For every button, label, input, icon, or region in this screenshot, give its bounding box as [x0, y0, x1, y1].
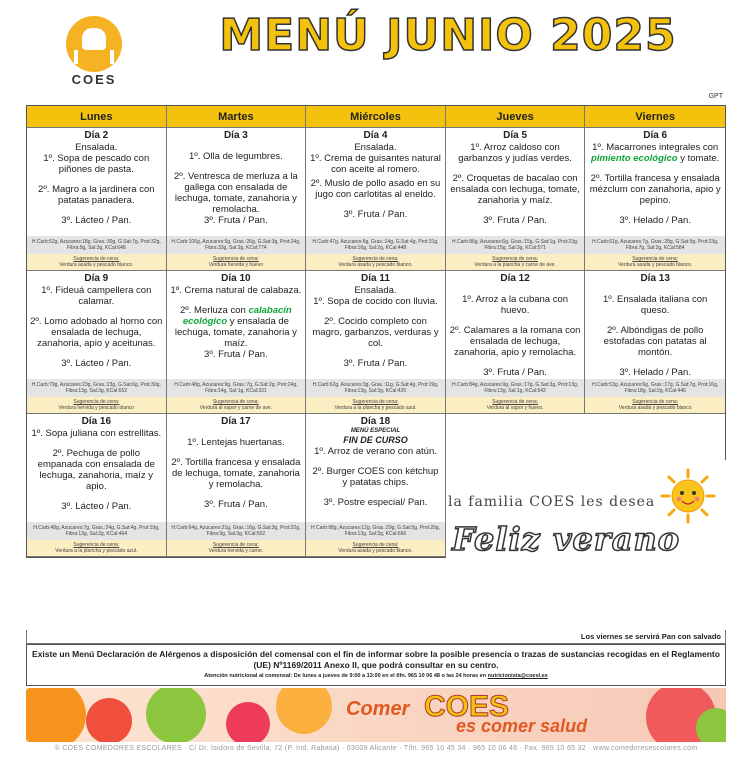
dinner-suggestion: Sugerencia de cena: Verdura asada y pescado blanco. [27, 254, 166, 270]
dinner-suggestion: Sugerencia de cena: Verdura hervida y carne. [167, 540, 306, 556]
nutritionist-email-link[interactable]: nutricionista@coesl.es [487, 673, 548, 679]
menu-line: 1º. Fideuá campellera con calamar. [41, 285, 152, 307]
chef-hat-icon [82, 28, 106, 50]
dinner-suggestion: Sugerencia de cena: Verdura a la plancha y pescado azul. [27, 540, 166, 556]
menu-line: 2º. Croquetas de bacalao con ensalada con lechuga, tomate, zanahoria y maíz. [450, 173, 580, 206]
menu-line: 3º. Fruta / Pan. [343, 209, 408, 220]
nutrition-info: H.Carb:64g, Azucares:21g, Gras.:16g, G.Sat:3g, Prot:22g, Fibra:9g, Sal:3g, KCal:502 [167, 522, 306, 540]
menu-line: 1º. Arroz caldoso con garbanzos y judías verdes. [458, 142, 572, 164]
weekday-header: Lunes [27, 106, 167, 128]
week-row [27, 128, 725, 271]
nutrition-info: H.Carb:48g, Azucares:7g, Gras.:24g, G.Sat:4g, Prot:19g, Fibra:13g, Sal:2g, KCal:464 [27, 522, 166, 540]
day-cell [167, 414, 307, 557]
menu-line: 2º. Tortilla francesa y ensalada mézclum con zanahoria, apio y pepino. [589, 173, 721, 206]
sun-icon [660, 468, 716, 524]
nutrition-info: H.Carb:84g, Azucares:9g, Gras.:17g, G.Sat:3g, Prot:13g, Fibra:13g, Sal:1g, KCal:543 [446, 379, 585, 397]
farewell-line-2: Feliz verano [452, 520, 681, 558]
friday-note: Los viernes se servirá Pan con salvado [26, 630, 726, 644]
day-cell [306, 414, 446, 557]
nutrition-info: H.Carb:86g, Azucares:6g, Gras.:15g, G.Sat:1g, Prot:23g, Fibra:15g, Sal:3g, KCal:571 [446, 236, 585, 254]
menu-line: 2º. Merluza con calabacín ecológico y ensalada de lechuga, tomate, zanahoria y maíz. [174, 305, 297, 349]
banner-brand: COES [424, 690, 510, 723]
dinner-suggestion: Sugerencia de cena: Verdura asada y pescado blanco [585, 397, 725, 413]
nutrition-info: H.Carb:62g, Azucares:3g, Gras.:11g, G.Sat:4g, Prot:19g, Fibra:13g, Sal:3g, KCal:420 [306, 379, 445, 397]
gpt-label: GPT [708, 93, 723, 100]
allergen-text: Existe un Menú Declaración de Alérgenos a disposición del comensal con el fin de informar sobre la posible presencia o trazas de sustancias recogidas en el Reglamento (UE) Nº1169/2011 Anexo II, que podrá consultar en su centro. [32, 649, 720, 670]
logo-text: COES [71, 72, 117, 87]
menu-line: 3º. Helado / Pan. [619, 367, 691, 378]
day-cell [27, 128, 167, 271]
day-name: Día 2 [84, 130, 109, 141]
menu-line: 2º. Magro a la jardinera con patatas panadera. [38, 184, 155, 206]
menu-line: 3º. Fruta / Pan. [343, 358, 408, 369]
day-name: Día 9 [84, 273, 109, 284]
nutrition-info: H.Carb:98g, Azucares:12g, Gras.:29g, G.Sat:5g, Prot:20g, Fibra:13g, Sal:3g, KCal:666 [306, 522, 445, 540]
menu-line: 1º. Sopa de cocido con lluvia. [313, 296, 438, 307]
menu-line: 2º. Muslo de pollo asado en su jugo con carlotitas al eneldo. [310, 178, 441, 200]
menu-line: 1º. Sopa de pescado con piñones de pasta. [43, 153, 150, 175]
day-name: Día 16 [81, 416, 112, 427]
week-row [27, 271, 725, 414]
menu-line: 2º. Tortilla francesa y ensalada de lechuga, tomate, zanahoria y remolacha. [171, 457, 301, 490]
dinner-suggestion: Sugerencia de cena: Verdura al vapor y huevo. [446, 397, 585, 413]
dinner-suggestion: Sugerencia de cena: Verdura asada y pescado blanco. [306, 540, 445, 556]
menu-line: 1º. Ensalada italiana con queso. [602, 294, 708, 316]
menu-line: 2º. Albóndigas de pollo estofadas con patatas al montón. [603, 325, 707, 358]
slogan-banner [26, 688, 726, 742]
menu-line: 2º. Calamares a la romana con ensalada de lechuga, zanahoria, apio y remolacha. [449, 325, 581, 358]
menu-line: 1º. Crema de guisantes natural con aceite al romero. [310, 153, 441, 175]
day-name: Día 12 [500, 273, 530, 284]
nutrition-info: H.Carb:79g, Azucares:23g, Gras.:23g, G.Sat:6g, Prot:30g, Fibra:13g, Sal:3g, KCal:652 [27, 379, 166, 397]
day-cell [446, 271, 586, 414]
nutrition-info: H.Carb:106g, Azucares:5g, Gras.:26g, G.Sat:3g, Prot:24g, Fibra:33g, Sal:2g, KCal:774 [167, 236, 306, 254]
farewell-message [446, 460, 726, 586]
day-cell [306, 128, 446, 271]
day-name: Día 11 [361, 273, 390, 284]
allergen-notice [26, 644, 726, 686]
menu-line: 3º. Helado / Pan. [619, 215, 691, 226]
nutrition-info: H.Carb:48g, Azucares:9g, Gras.:7g, G.Sat:2g, Prot:24g, Fibra:14g, Sal:1g, KCal:331 [167, 379, 306, 397]
menu-line: 2º. Burger COES con kétchup y patatas chips. [312, 466, 439, 488]
day-name: Día 17 [221, 416, 251, 427]
menu-line: 1º. Crema natural de calabaza. [170, 285, 302, 296]
page-footer: © COES COMEDORES ESCOLARES · C/ Dr. Isidoro de Sevilla, 72 (P. Ind. Rabasa) · 03009 Alicante · Tlfn. 965 10 45 34 · 965 10 06 48 · Fax. 965 10 65 32 · www.comedoresescolares.com [54, 745, 698, 752]
dinner-suggestion: Sugerencia de cena: Verdura a la plancha y carne de ave. [446, 254, 585, 270]
dinner-suggestion: Sugerencia de cena: Verdura hervida y pescado blanco [27, 397, 166, 413]
menu-line: 3º. Fruta / Pan. [204, 499, 268, 510]
weekday-header: Viernes [585, 106, 725, 128]
menu-line: 3º. Lácteo / Pan. [61, 358, 132, 369]
fork-icon [74, 50, 78, 64]
day-name: Día 3 [223, 130, 248, 141]
weekday-header-row [27, 106, 725, 128]
menu-line: 1º. Arroz de verano con atún. [314, 446, 437, 457]
nutrition-info: H.Carb:52g, Azucares:18g, Gras.:30g, G.Sat:7g, Prot:32g, Fibra:9g, Sal:3g, KCal:648 [27, 236, 166, 254]
menu-line: 3º. Fruta / Pan. [483, 367, 547, 378]
menu-line: 1º. Arroz a la cubana con huevo. [462, 294, 569, 316]
page-title: MENÚ JUNIO 2025 [219, 10, 677, 61]
nutrition-attention: Atención nutricional al comensal: De lunes a jueves de 9:00 a 13:00 en el tlfn. 965 10 06 48 o las 24 horas en nutricionista@coesl.es [204, 673, 548, 679]
menu-line: 2º. Cocido completo con magro, garbanzos, verduras y col. [312, 316, 439, 349]
weekday-header: Miércoles [306, 106, 446, 128]
page-header [0, 0, 741, 100]
menu-line: Ensalada. [354, 285, 397, 296]
menu-line: 3º. Fruta / Pan. [204, 215, 268, 226]
day-name: Día 13 [640, 273, 670, 284]
day-cell [167, 128, 307, 271]
day-cell [27, 271, 167, 414]
day-name: Día 4 [363, 130, 388, 141]
banner-comer: Comer [346, 698, 410, 720]
special-menu-label: MENÚ ESPECIAL [350, 428, 401, 434]
menu-line: 3º. Lácteo / Pan. [61, 501, 132, 512]
menu-line: 1º. Sopa juliana con estrellitas. [31, 428, 162, 439]
day-name: Día 18 [360, 416, 391, 427]
coes-logo [60, 16, 128, 86]
menu-line: Ensalada. [75, 142, 118, 153]
dinner-suggestion: Sugerencia de cena: Verdura hervida y huevo [167, 254, 306, 270]
dinner-suggestion: Sugerencia de cena: Verdura a la plancha y pescado azul. [306, 397, 445, 413]
menu-line: 1º. Macarrones integrales con pimiento ecológico y tomate. [591, 142, 720, 164]
end-of-course-label: FIN DE CURSO [343, 435, 408, 445]
menu-line: 2º. Ventresca de merluza a la gallega con ensalada de lechuga, tomate, zanahoria y remolacha. [173, 171, 298, 215]
menu-line: 2º. Lomo adobado al horno con ensalada de lechuga, zanahoria, apio y aceitunas. [30, 316, 163, 349]
weekday-header: Martes [167, 106, 307, 128]
day-cell [446, 128, 586, 271]
farewell-line-1: la familia COES les desea [448, 494, 656, 510]
day-cell [167, 271, 307, 414]
day-name: Día 6 [643, 130, 668, 141]
banner-slogan: es comer salud [456, 716, 588, 736]
nutrition-info: H.Carb:47g, Azucares:6g, Gras.:14g, G.Sat:4g, Prot:31g, Fibra:16g, Sal:2g, KCal:448 [306, 236, 445, 254]
menu-line: 3º. Postre especial/ Pan. [323, 497, 428, 508]
day-cell [585, 271, 725, 414]
day-name: Día 5 [503, 130, 528, 141]
menu-line: 1º. Olla de legumbres. [189, 151, 283, 162]
menu-line: 2º. Pechuga de pollo empanada con ensalada de lechuga, zanahoria, maíz y apio. [37, 448, 155, 492]
day-cell [585, 128, 725, 271]
dinner-suggestion: Sugerencia de cena: Verdura asada y pescado blanco. [306, 254, 445, 270]
day-cell [306, 271, 446, 414]
eco-highlight: pimiento ecológico [591, 153, 678, 164]
eco-highlight: calabacín ecológico [182, 305, 292, 327]
nutrition-info: H.Carb:53g, Azucares:6g, Gras.:17g, G.Sat:7g, Prot:16g, Fibra:18g, Sal:2g, KCal:446 [585, 379, 725, 397]
menu-line: 3º. Fruta / Pan. [483, 215, 547, 226]
dinner-suggestion: Sugerencia de cena: Verdura al vapor y carne de ave. [167, 397, 306, 413]
day-cell [27, 414, 167, 557]
menu-line: 1º. Lentejas huertanas. [187, 437, 285, 448]
nutrition-info: H.Carb:61g, Azucares:7g, Gras.:28g, G.Sat:5g, Prot:23g, Fibra:7g, Sal:2g, KCal:584 [585, 236, 725, 254]
menu-line: Ensalada. [354, 142, 397, 153]
weekday-header: Jueves [446, 106, 586, 128]
menu-line: 3º. Lácteo / Pan. [61, 215, 132, 226]
day-name: Día 10 [221, 273, 251, 284]
dinner-suggestion: Sugerencia de cena: Verdura asada y pescado blanco. [585, 254, 725, 270]
menu-line: 3º. Fruta / Pan. [204, 349, 268, 360]
knife-icon [110, 50, 114, 64]
